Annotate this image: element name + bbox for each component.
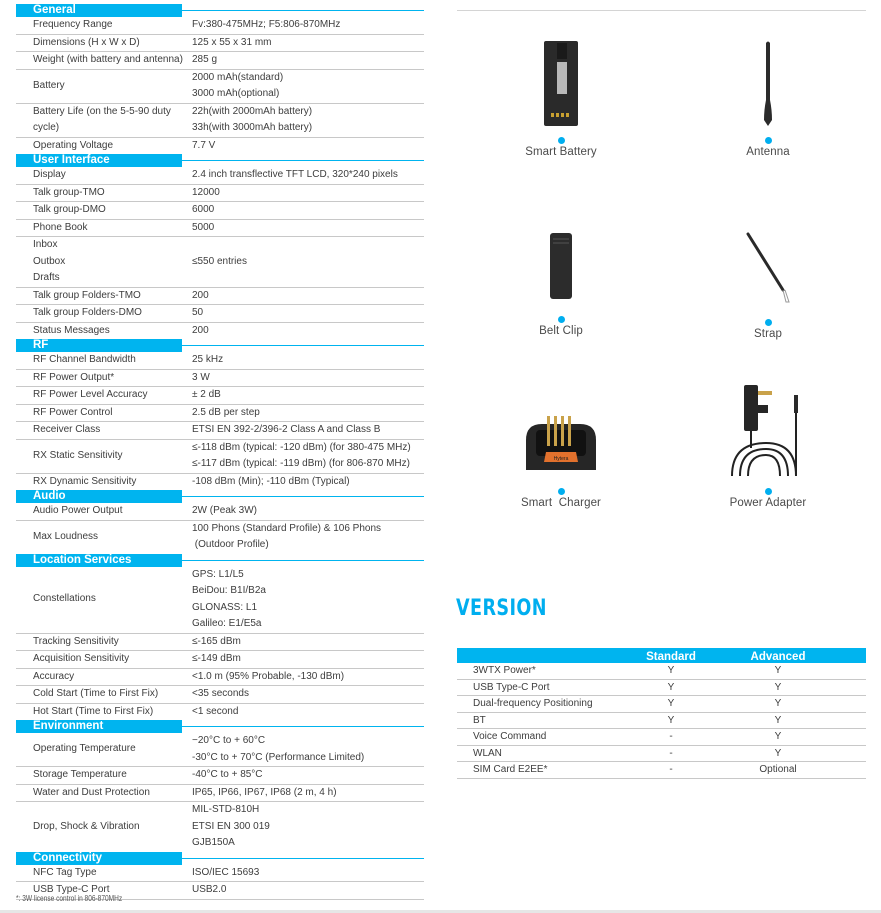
spec-value [192,405,424,422]
spec-value [192,35,424,52]
spec-key-text: NFC Tag Type [33,866,97,878]
spec-row [16,405,424,423]
spec-key-text: Display [33,169,66,180]
spec-value [192,202,424,219]
spec-value [192,865,424,882]
version-standard-value: Y [667,698,675,709]
spec-value [192,52,424,69]
spec-table [16,4,424,900]
spec-value [192,323,424,340]
version-table [457,648,866,779]
spec-key [16,474,192,491]
spec-key-text: Max Loudness [33,530,99,542]
spec-key-text: Weight (with battery and antenna) [33,54,183,65]
spec-value-text: Fv:380-475MHz; F5:806-870MHz [192,19,341,30]
spec-row [16,70,424,104]
section-header-rule [182,726,424,727]
belt-clip-icon [549,232,573,300]
spec-value [192,70,424,103]
spec-row [16,370,424,388]
spec-value [192,567,424,633]
version-feature: SIM Card E2EE* [473,764,548,775]
spec-key [16,323,192,340]
spec-value [192,104,424,137]
spec-key-text: Dimensions (H x W x D) [33,36,140,48]
spec-value-text: GPS: L1/L5 [192,568,244,580]
spec-key [16,288,192,305]
section-header-rule [182,560,424,561]
spec-key-text: Hot Start (Time to First Fix) [33,705,154,717]
spec-key [16,865,192,882]
spec-value-text: -30°C to + 70°C (Performance Limited) [192,751,365,763]
spec-value-text: ≤550 entries [192,255,247,267]
accessory-smart-battery [461,40,661,158]
spec-key [16,567,192,633]
spec-key-text: Water and Dust Protection [33,786,150,798]
accessory-antenna [668,40,868,158]
version-feature: Voice Command [473,731,547,742]
version-standard-value: - [669,731,673,742]
strap-icon [745,232,791,304]
spec-value-text: GLONASS: L1 [192,601,258,613]
spec-key-text: Storage Temperature [33,769,127,780]
spec-value-text: <35 seconds [192,688,249,699]
spec-value [192,651,424,668]
spec-key-text: RF Power Control [33,406,113,418]
version-feature: BT [473,714,486,726]
version-row [457,762,866,779]
spec-key-text: Status Messages [33,324,110,336]
spec-row [16,167,424,185]
spec-value-text: BeiDou: B1I/B2a [192,585,266,596]
charger-icon [522,400,600,476]
spec-row [16,220,424,238]
section-header-general [16,4,424,17]
spec-key [16,521,192,554]
section-header-environment [16,720,424,733]
spec-value [192,352,424,369]
version-standard-value: - [669,764,673,775]
spec-value-text: 6000 [192,204,215,215]
header-feature [457,648,619,663]
spec-value [192,785,424,802]
spec-row [16,802,424,852]
spec-value [192,669,424,686]
spec-value [192,733,424,766]
spec-value-text: ≤-118 dBm (typical: -120 dBm) (for 380-475 MHz) [192,441,411,453]
version-row [457,663,866,680]
section-header-rule [182,496,424,497]
spec-key [16,669,192,686]
accessory-smart-charger [461,400,661,509]
version-table-body [457,663,866,779]
version-feature: WLAN [473,747,502,759]
spec-key [16,634,192,651]
spec-value-text: 5000 [192,221,215,233]
spec-key [16,686,192,703]
section-title: RF [33,339,49,351]
spec-row [16,185,424,203]
spec-value [192,138,424,155]
spec-row [16,865,424,883]
spec-key [16,440,192,473]
spec-key-text: RF Power Level Accuracy [33,389,148,400]
spec-value [192,17,424,34]
section-header-rule [182,160,424,161]
spec-row [16,352,424,370]
spec-value-text: 25 kHz [192,354,224,365]
spec-value-text: 50 [192,307,204,318]
version-advanced-value: Y [774,731,782,742]
accessory-label: Power Adapter [729,497,807,509]
version-advanced-value: Y [774,714,782,726]
spec-value [192,802,424,852]
spec-row [16,733,424,767]
spec-key-text: Drop, Shock & Vibration [33,820,140,832]
spec-key-text: Receiver Class [33,424,101,435]
spec-row [16,288,424,306]
section-title: Connectivity [33,851,103,864]
accessory-label: Antenna [746,146,790,158]
version-row [457,713,866,730]
spec-value-text: 2W (Peak 3W) [192,505,258,516]
spec-value [192,634,424,651]
spec-key-text: Operating Temperature [33,743,136,755]
spec-key-text: Acquisition Sensitivity [33,653,130,664]
spec-key [16,52,192,69]
battery-icon [543,40,579,127]
spec-row [16,440,424,474]
spec-key-text: Talk group Folders-DMO [33,307,142,318]
section-header-rule [182,10,424,11]
spec-value [192,440,424,473]
spec-row [16,422,424,440]
version-standard-value: Y [667,681,675,693]
spec-value [192,237,424,287]
version-standard-value: Y [667,714,675,726]
spec-key [16,733,192,766]
spec-value [192,474,424,491]
section-header-audio [16,490,424,503]
spec-value-text: ± 2 dB [192,389,221,400]
spec-key-text: Audio Power Output [33,505,123,516]
version-row [457,696,866,713]
version-row [457,746,866,763]
accessory-strap [668,232,868,340]
spec-row [16,52,424,70]
version-advanced-value: Y [774,747,782,759]
spec-key [16,104,192,137]
section-title: Environment [33,720,104,732]
bullet-dot [558,137,565,144]
spec-value-text: 100 Phons (Standard Profile) & 106 Phons [192,522,382,534]
spec-key [16,202,192,219]
section-title: Location Services [33,553,132,566]
power-adapter-icon [730,383,806,476]
spec-key-text: RX Static Sensitivity [33,449,123,461]
spec-value-text: <1 second [192,705,239,717]
accessory-label: Belt Clip [539,325,583,337]
accessory-label: Smart Battery [525,146,597,158]
spec-value-text: 7.7 V [192,139,216,151]
spec-value [192,305,424,322]
spec-row [16,634,424,652]
version-advanced-value: Y [774,681,782,693]
spec-row [16,704,424,721]
spec-key [16,802,192,852]
spec-value-text: ISO/IEC 15693 [192,866,260,878]
spec-key [16,185,192,202]
spec-value-text: 3 W [192,371,210,383]
spec-value-text: ≤-149 dBm [192,653,241,664]
svg-text:Hytera: Hytera [553,456,569,462]
spec-key-text: Inbox [33,239,58,250]
spec-row [16,474,424,491]
spec-key [16,405,192,422]
spec-value-text: ETSI EN 392-2/396-2 Class A and Class B [192,424,381,435]
spec-key [16,704,192,721]
header-advanced: Advanced [750,651,806,663]
spec-key [16,17,192,34]
spec-value-text: 2.5 dB per step [192,406,260,418]
spec-row [16,567,424,634]
spec-row [16,305,424,323]
section-header-location-services [16,554,424,567]
spec-key-text: Battery Life (on the 5-5-90 duty cycle) [33,105,171,133]
spec-key-text: Talk group-TMO [33,186,105,198]
section-header-user-interface [16,154,424,167]
spec-value [192,370,424,387]
accessory-belt-clip [461,232,661,337]
spec-key [16,237,192,287]
spec-value-text: −20°C to + 60°C [192,735,266,746]
spec-key [16,167,192,184]
spec-row [16,35,424,53]
spec-value-text: 2.4 inch transflective TFT LCD, 320*240 pixels [192,169,398,180]
spec-key-text: Phone Book [33,221,88,233]
spec-value-text: 33h(with 3000mAh battery) [192,122,313,133]
footnote: *: 3W license control in 806-870MHz [16,894,123,903]
bullet-dot [558,316,565,323]
version-standard-value: - [669,747,673,759]
header-standard: Standard [646,651,696,663]
spec-value [192,387,424,404]
spec-value [192,167,424,184]
spec-value-text: 2000 mAh(standard) [192,71,284,83]
spec-key [16,138,192,155]
spec-value-text: 125 x 55 x 31 mm [192,36,272,48]
spec-key-text: Accuracy [33,670,75,682]
spec-key [16,503,192,520]
section-header-rule [182,345,424,346]
spec-key [16,35,192,52]
spec-key-text: Outbox [33,255,66,267]
bullet-dot [765,488,772,495]
spec-value-text: USB2.0 [192,884,227,895]
section-title: Audio [33,490,66,502]
section-header-connectivity [16,852,424,865]
spec-row [16,387,424,405]
spec-value [192,220,424,237]
spec-row [16,651,424,669]
spec-row [16,521,424,554]
spec-value-text: ETSI EN 300 019 [192,820,270,832]
spec-key [16,220,192,237]
spec-value-text: <1.0 m (95% Probable, -130 dBm) [192,670,345,682]
spec-value-text: ≤-165 dBm [192,635,241,647]
spec-value [192,422,424,439]
spec-key [16,422,192,439]
spec-value [192,767,424,784]
spec-row [16,237,424,288]
version-feature: USB Type-C Port [473,681,550,693]
spec-key-text: Battery [33,79,65,91]
spec-value-text: 200 [192,324,209,336]
bullet-dot [765,319,772,326]
spec-value [192,503,424,520]
spec-row [16,669,424,687]
section-header-rf [16,339,424,352]
version-row [457,729,866,746]
spec-value-text: (Outdoor Profile) [192,539,269,550]
spec-key [16,70,192,103]
accessory-power-adapter [668,383,868,509]
spec-value-text: 285 g [192,54,218,65]
version-title: VERSION [456,596,547,621]
section-title: User Interface [33,154,110,166]
spec-key [16,305,192,322]
bullet-dot [765,137,772,144]
spec-key-text: Drafts [33,272,60,283]
spec-row [16,138,424,155]
top-divider [457,10,866,11]
version-standard-value: Y [667,665,675,676]
spec-key [16,387,192,404]
spec-value-text: GJB150A [192,837,235,848]
spec-value-text: -108 dBm (Min); -110 dBm (Typical) [192,475,350,487]
spec-key-text: RF Channel Bandwidth [33,354,136,365]
spec-key [16,767,192,784]
spec-value [192,882,424,899]
spec-value-text: ≤-117 dBm (typical: -119 dBm) (for 806-870 MHz) [192,458,410,469]
spec-value [192,686,424,703]
spec-key-text: Cold Start (Time to First Fix) [33,688,159,699]
spec-value [192,521,424,554]
spec-key-text: Tracking Sensitivity [33,635,119,647]
spec-row [16,17,424,35]
version-advanced-value: Y [774,665,782,676]
spec-key [16,352,192,369]
spec-value-text: 22h(with 2000mAh battery) [192,105,313,117]
spec-value-text: MIL-STD-810H [192,804,260,815]
section-title: General [33,4,76,16]
spec-key-text: RF Power Output* [33,371,115,383]
spec-key-text: Operating Voltage [33,139,114,151]
spec-value-text: 12000 [192,186,220,198]
spec-row [16,202,424,220]
version-table-header [457,648,866,663]
spec-key [16,785,192,802]
version-advanced-value: Y [774,698,782,709]
spec-value [192,185,424,202]
spec-key-text: Constellations [33,593,96,605]
spec-row [16,785,424,803]
version-row [457,680,866,697]
accessory-label: Strap [754,328,782,340]
version-advanced-value: Optional [759,764,797,775]
spec-key-text: Frequency Range [33,19,113,30]
accessory-label: Smart Charger [520,497,601,509]
spec-row [16,686,424,704]
spec-value-text: 200 [192,289,209,301]
spec-value-text: Galileo: E1/E5a [192,618,262,629]
spec-key-text: Talk group-DMO [33,204,106,215]
spec-key-text: RX Dynamic Sensitivity [33,475,137,487]
bullet-dot [558,488,565,495]
spec-row [16,104,424,138]
spec-value [192,704,424,721]
spec-row [16,323,424,340]
spec-value-text: 3000 mAh(optional) [192,88,280,99]
section-header-rule [182,858,424,859]
spec-key [16,651,192,668]
spec-row [16,503,424,521]
spec-row [16,767,424,785]
version-feature: 3WTX Power* [473,665,536,676]
spec-key [16,370,192,387]
spec-value-text: IP65, IP66, IP67, IP68 (2 m, 4 h) [192,786,337,798]
spec-key-text: Talk group Folders-TMO [33,289,141,301]
version-feature: Dual-frequency Positioning [473,698,593,709]
antenna-icon [762,40,774,127]
spec-value-text: -40°C to + 85°C [192,769,263,780]
spec-key-text: USB Type-C Port [33,884,110,895]
spec-value [192,288,424,305]
